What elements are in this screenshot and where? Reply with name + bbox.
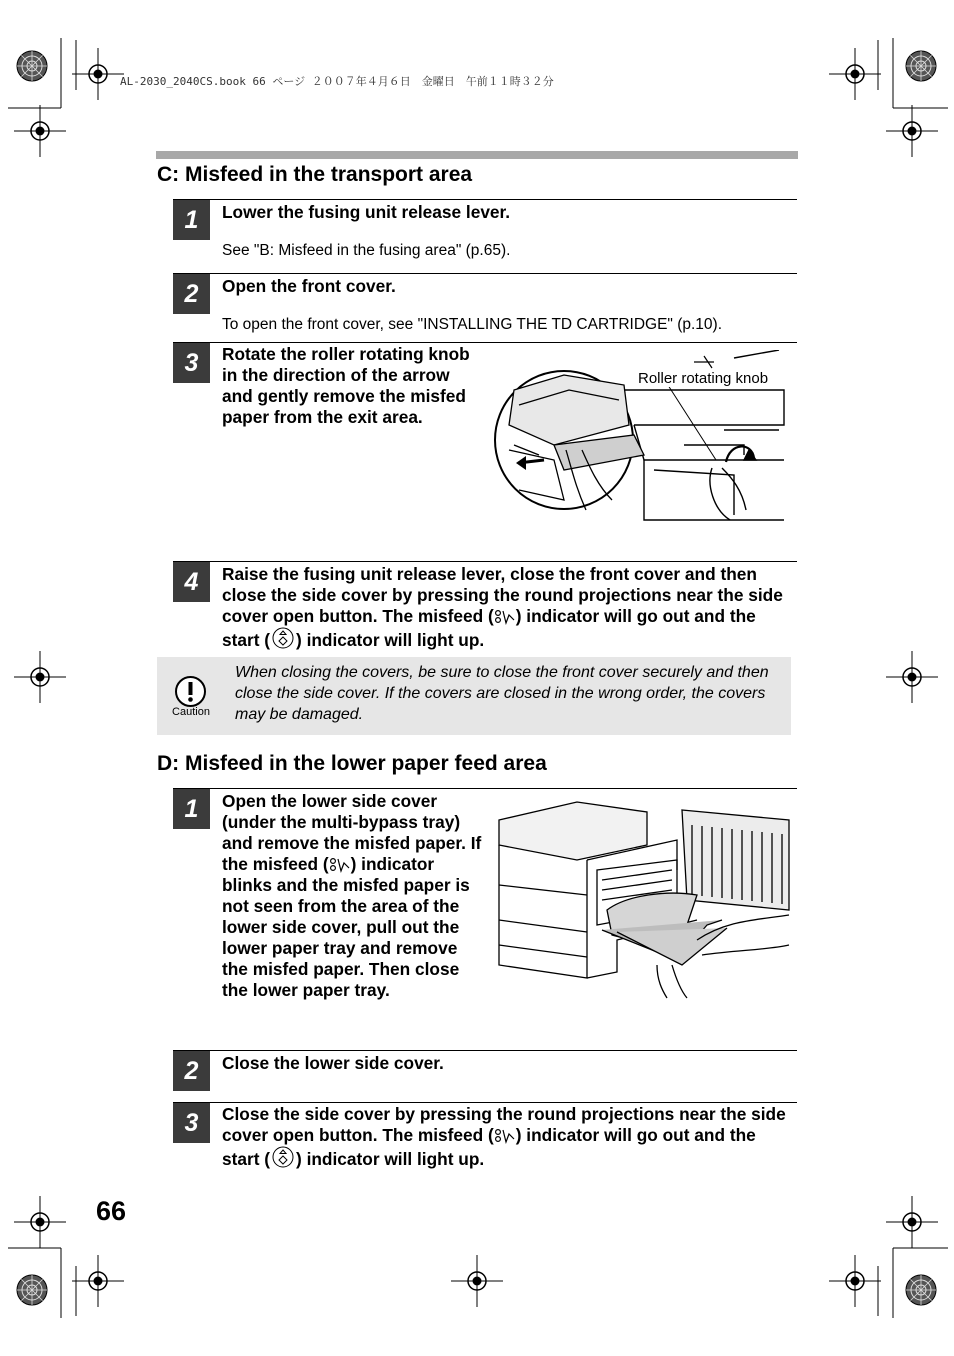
misfeed-indicator-icon [494,1128,516,1144]
step-number: 3 [173,343,210,383]
misfeed-indicator-icon [494,609,516,625]
caution-exclamation-icon [174,675,207,708]
section-bar [156,151,798,159]
lower-side-cover-illustration [497,800,791,1000]
step-divider [173,1050,797,1051]
section-d-title: D: Misfeed in the lower paper feed area [157,752,547,775]
step-divider [173,342,797,343]
section-c-title: C: Misfeed in the transport area [157,163,473,186]
start-indicator-icon [270,627,296,649]
step-number: 4 [173,562,210,602]
step-divider [173,199,797,200]
start-indicator-icon [270,1146,296,1168]
step-title: Open the lower side cover (under the multi-bypass tray) and remove the misfed paper. If the misfeed ( ) indicator blinks and the misfed paper is not seen from the area of the lower side cover, pull out the lower paper tray and remove the misfed paper. Then close the lower paper tray. [222,791,482,1000]
step-number: 3 [173,1103,210,1143]
step-title: Close the lower side cover. [222,1053,444,1073]
step-divider [173,1102,797,1103]
step-divider [173,273,797,274]
step-number: 1 [173,200,210,240]
roller-knob-callout: Roller rotating knob [638,370,769,387]
caution-label: Caution [172,706,210,718]
step-title: Close the side cover by pressing the round projections near the side cover open button. The misfeed ( ) indicator will go out and the start ( ) indicator will light up. [222,1104,786,1169]
step-title: Rotate the roller rotating knob in the direction of the arrow and gently remove the misfed paper from the exit area. [222,344,470,427]
misfeed-indicator-icon [329,857,351,873]
step-title: Lower the fusing unit release lever. [222,202,511,222]
step-number: 1 [173,789,210,829]
step-number: 2 [173,274,210,314]
step-divider [173,788,797,789]
step-note: See "B: Misfeed in the fusing area" (p.65). [222,242,511,259]
print-header: AL-2030_2040CS.book 66 ページ ２００７年４月６日 金曜日 午前１１時３２分 [120,75,554,88]
step-number: 2 [173,1051,210,1091]
step-title: Raise the fusing unit release lever, close the front cover and then close the side cover by pressing the round projections near the side cover open button. The misfeed ( ) indicator will go out and the start ( ) indicator will light up. [222,564,783,650]
step-divider [173,561,797,562]
step-note: To open the front cover, see "INSTALLING THE TD CARTRIDGE" (p.10). [222,316,723,333]
step-title: Open the front cover. [222,276,396,296]
caution-text: When closing the covers, be sure to close the front cover securely and then close the side cover. If the covers are closed in the wrong order, the covers may be damaged. [235,664,769,723]
page-number: 66 [96,1196,127,1226]
